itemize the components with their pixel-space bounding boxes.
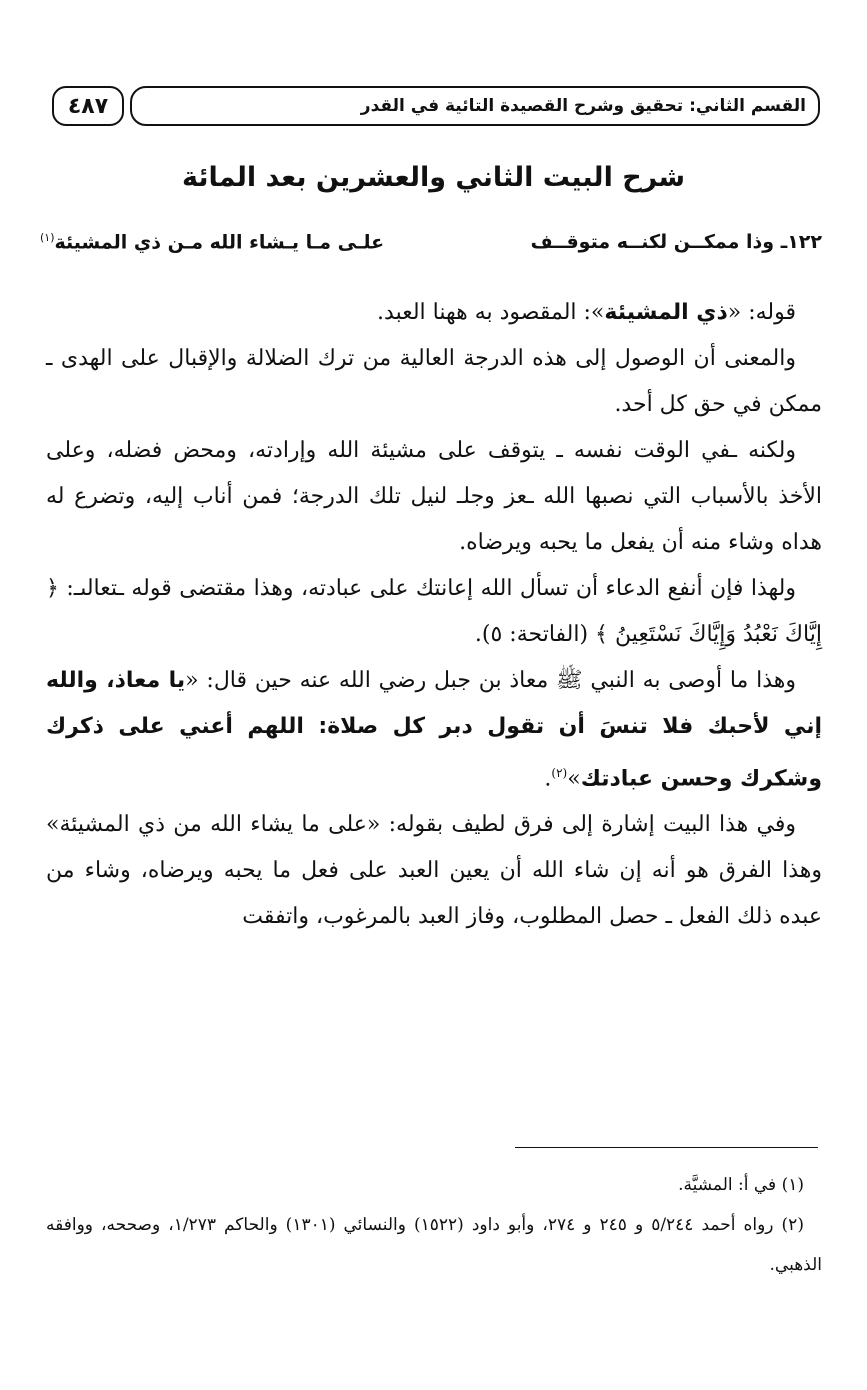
paragraph-1	[46, 290, 822, 336]
poem-verse	[40, 224, 822, 260]
page-number: ٤٨٧	[67, 93, 109, 119]
section-heading: شرح البيت الثاني والعشرين بعد المائة	[181, 162, 686, 193]
footnote-mark-1: (١)	[40, 230, 55, 244]
paragraph-5: وهذا ما أوصى به النبي ﷺ معاذ بن جبل رضي الله عنه حين قال: «يا معاذ، والله إني لأحبك فلا تنسَ أن تقول دبر كل صلاة: اللهم أعني على ذكرك وشكرك وحسن عبادتك»$^{(٢)}$.	[46, 668, 822, 792]
paragraph-5-close: »	[567, 766, 581, 792]
footnotes	[46, 1165, 822, 1285]
hadith-quote: يا معاذ، والله إني لأحبك فلا تنسَ أن تقول دبر كل صلاة: اللهم أعني على ذكرك وشكرك وحسن عبادتك	[46, 668, 822, 792]
page-number-box	[52, 86, 124, 126]
footnote-1: (١) في أ: المشيَّة.	[678, 1175, 804, 1195]
paragraph-6: وفي هذا البيت إشارة إلى فرق لطيف بقوله: «على ما يشاء الله من ذي المشيئة» وهذا الفرق هو أنه إن شاء الله أن يعين العبد على فعل ما يحبه ويرضاه، وشاء من عبده ذلك الفعل ـ حصل المطلوب، وفاز العبد بالمرغوب، واتفقت	[46, 812, 822, 930]
footnote-2: (٢) رواه أحمد ٥/٢٤٤ و ٢٤٥ و ٢٧٤، وأبو داود (١٥٢٢) والنسائي (١٣٠١) والحاكم ١/٢٧٣، وصححه، ووافقه الذهبي.	[46, 1215, 822, 1275]
paragraph-5-lead: وهذا ما أوصى به النبي ﷺ معاذ بن جبل رضي الله عنه حين قال: «	[185, 668, 796, 693]
running-header-title: القسم الثاني: تحقيق وشرح القصيدة التائية في القدر	[360, 96, 806, 116]
paragraph-2: والمعنى أن الوصول إلى هذه الدرجة العالية من ترك الضلالة والإقبال على الهدى ـ ممكن في حق كل أحد.	[46, 346, 822, 417]
running-header	[130, 86, 820, 126]
paragraph-4: ولهذا فإن أنفع الدعاء أن تسأل الله إعانتك على عبادته، وهذا مقتضى قوله ـتعالىـ: ﴿ إِيَّاكَ نَعْبُدُ وَإِيَّاكَ نَسْتَعِينُ ﴾ (الفاتحة: ٥).	[46, 576, 822, 647]
verse-second-hemistich-text: علـى مـا يـشاء الله مـن ذي المشيئة	[54, 231, 385, 254]
body-text	[46, 290, 822, 940]
paragraph-3: ولكنه ـفي الوقت نفسه ـ يتوقف على مشيئة الله وإرادته، ومحض فضله، وعلى الأخذ بالأسباب التي نصبها الله ـعز وجلـ لنيل تلك الدرجة؛ فمن أناب إليه، وتضرع له هداه وشاء منه أن يفعل ما يحبه ويرضاه.	[46, 438, 822, 555]
verse-second-hemistich	[40, 231, 384, 253]
paragraph-1-rest: »: المقصود به ههنا العبد.	[377, 300, 605, 325]
verse-first-hemistich: ١٢٢ـ وذا ممكــن لكنــه متوقــف	[530, 231, 822, 253]
paragraph-1-lead: قوله: «	[727, 300, 796, 325]
quoted-term: ذي المشيئة	[604, 300, 728, 325]
footnote-separator	[515, 1147, 818, 1148]
footnote-mark-2: (٢)	[551, 766, 568, 780]
